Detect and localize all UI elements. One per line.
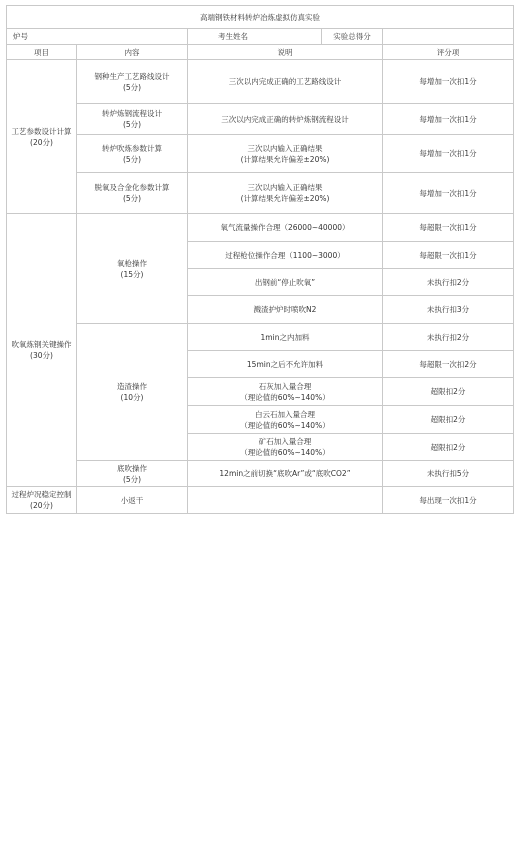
- description-cell: [188, 296, 383, 324]
- text-line: (5分): [122, 474, 142, 484]
- section-item-cell: [7, 214, 77, 487]
- text-line: (5分): [122, 120, 142, 129]
- text-line: (20分): [30, 501, 53, 510]
- text-line: 15min之后不允许加料: [246, 359, 324, 369]
- info-row: [7, 29, 514, 45]
- text-line: 工艺参数设计计算: [11, 126, 72, 136]
- scoring-cell: 每超限一次扣1分: [383, 242, 514, 269]
- content-cell: [77, 60, 188, 104]
- text-line: 三次以内完成正确的转炉炼钢流程设计: [221, 114, 349, 124]
- header-item: 项目: [7, 45, 77, 60]
- scoring-cell: 每出现一次扣1分: [383, 487, 514, 514]
- text-line: 转炉吹炼参数计算: [102, 143, 162, 153]
- scoring-cell: 未执行扣2分: [383, 324, 514, 351]
- description-cell: [188, 60, 383, 104]
- description-cell: [188, 242, 383, 269]
- scoring-cell: 每超限一次扣1分: [383, 214, 514, 242]
- text-line: 出钢前“停止吹氧”: [254, 277, 316, 287]
- score-value: [383, 29, 514, 45]
- text-line: (20分): [30, 137, 53, 147]
- text-line: (5分): [122, 194, 142, 203]
- score-label: 实验总得分: [321, 29, 382, 44]
- text-line: （理论值的60%~140%）: [240, 420, 330, 430]
- text-line: 矿石加入量合理: [258, 437, 312, 446]
- description-cell: [188, 378, 383, 406]
- content-cell: [77, 135, 188, 173]
- text-line: 底吹操作: [117, 463, 147, 473]
- scoring-cell: 每超限一次扣2分: [383, 351, 514, 378]
- scoring-cell: 每增加一次扣1分: [383, 104, 514, 135]
- text-line: 白云石加入量合理: [255, 409, 315, 419]
- header-desc: 说明: [188, 45, 383, 60]
- table-row: [7, 324, 514, 351]
- text-line: 溅渣护炉时喷吹N2: [253, 305, 317, 314]
- header-content: 内容: [77, 45, 188, 60]
- content-cell: [77, 324, 188, 461]
- description-cell: [188, 104, 383, 135]
- text-line: (15分): [120, 269, 144, 279]
- description-cell: [188, 434, 383, 461]
- description-cell: [188, 214, 383, 242]
- header-row: [7, 45, 514, 60]
- text-line: 造渣操作: [117, 382, 147, 391]
- section-item-cell: [7, 487, 77, 514]
- scoring-cell: 未执行扣2分: [383, 269, 514, 296]
- section-item-cell: [7, 60, 77, 214]
- text-line: 过程枪位操作合理（1100~3000）: [225, 250, 345, 260]
- scoring-cell: 每增加一次扣1分: [383, 60, 514, 104]
- scoring-table: [6, 5, 514, 514]
- table-row: [7, 135, 514, 173]
- text-line: 1min之内加料: [260, 332, 310, 342]
- name-label: 考生姓名: [218, 32, 248, 41]
- scoring-cell: 每增加一次扣1分: [383, 173, 514, 214]
- description-cell: [188, 487, 383, 514]
- content-cell: [77, 214, 188, 324]
- text-line: （理论值的60%~140%）: [240, 392, 330, 402]
- table-row: [7, 461, 514, 487]
- text-line: (计算结果允许偏差±20%): [240, 154, 330, 164]
- text-line: 过程炉况稳定控制: [11, 490, 72, 499]
- header-scoring: 评分项: [383, 45, 514, 60]
- text-line: 三次以内输入正确结果: [247, 143, 323, 153]
- table-row: [7, 104, 514, 135]
- scoring-cell: 超限扣2分: [383, 406, 514, 434]
- table-row: [7, 173, 514, 214]
- table-row: [7, 60, 514, 104]
- text-line: (5分): [122, 82, 142, 92]
- table-row: [7, 487, 514, 514]
- content-cell: [77, 487, 188, 514]
- text-line: 三次以内完成正确的工艺路线设计: [228, 77, 342, 86]
- text-line: 三次以内输入正确结果: [247, 183, 323, 192]
- text-line: (10分): [120, 393, 144, 402]
- description-cell: [188, 324, 383, 351]
- text-line: (30分): [30, 351, 53, 360]
- text-line: 氧枪操作: [117, 258, 147, 268]
- text-line: 转炉炼钢流程设计: [102, 109, 162, 118]
- text-line: 氧气流量操作合理（26000~40000）: [220, 223, 350, 232]
- text-line: （理论值的60%~140%）: [240, 448, 330, 457]
- furnace-label: 炉号: [7, 29, 188, 45]
- scoring-cell: 超限扣2分: [383, 434, 514, 461]
- description-cell: [188, 461, 383, 487]
- table-row: [7, 214, 514, 242]
- content-cell: [77, 104, 188, 135]
- text-line: 小返干: [120, 495, 144, 505]
- name-and-score-cell: [188, 29, 383, 45]
- text-line: 12min之前切换“底吹Ar”或“底吹CO2”: [219, 469, 351, 478]
- scoring-cell: 每增加一次扣1分: [383, 135, 514, 173]
- table-title: 高端钢铁材料转炉冶炼虚拟仿真实验: [7, 6, 514, 29]
- content-cell: [77, 173, 188, 214]
- text-line: (计算结果允许偏差±20%): [240, 194, 330, 203]
- scoring-cell: 未执行扣5分: [383, 461, 514, 487]
- description-cell: [188, 269, 383, 296]
- text-line: 脱氧及合金化参数计算: [94, 183, 170, 192]
- text-line: 吹氧炼钢关键操作: [11, 340, 72, 349]
- description-cell: [188, 173, 383, 214]
- description-cell: [188, 135, 383, 173]
- description-cell: [188, 406, 383, 434]
- scoring-cell: 超限扣2分: [383, 378, 514, 406]
- description-cell: [188, 351, 383, 378]
- content-cell: [77, 461, 188, 487]
- text-line: 石灰加入量合理: [258, 381, 312, 391]
- scoring-cell: 未执行扣3分: [383, 296, 514, 324]
- text-line: 钢种生产工艺路线设计: [94, 71, 170, 81]
- text-line: (5分): [122, 154, 142, 164]
